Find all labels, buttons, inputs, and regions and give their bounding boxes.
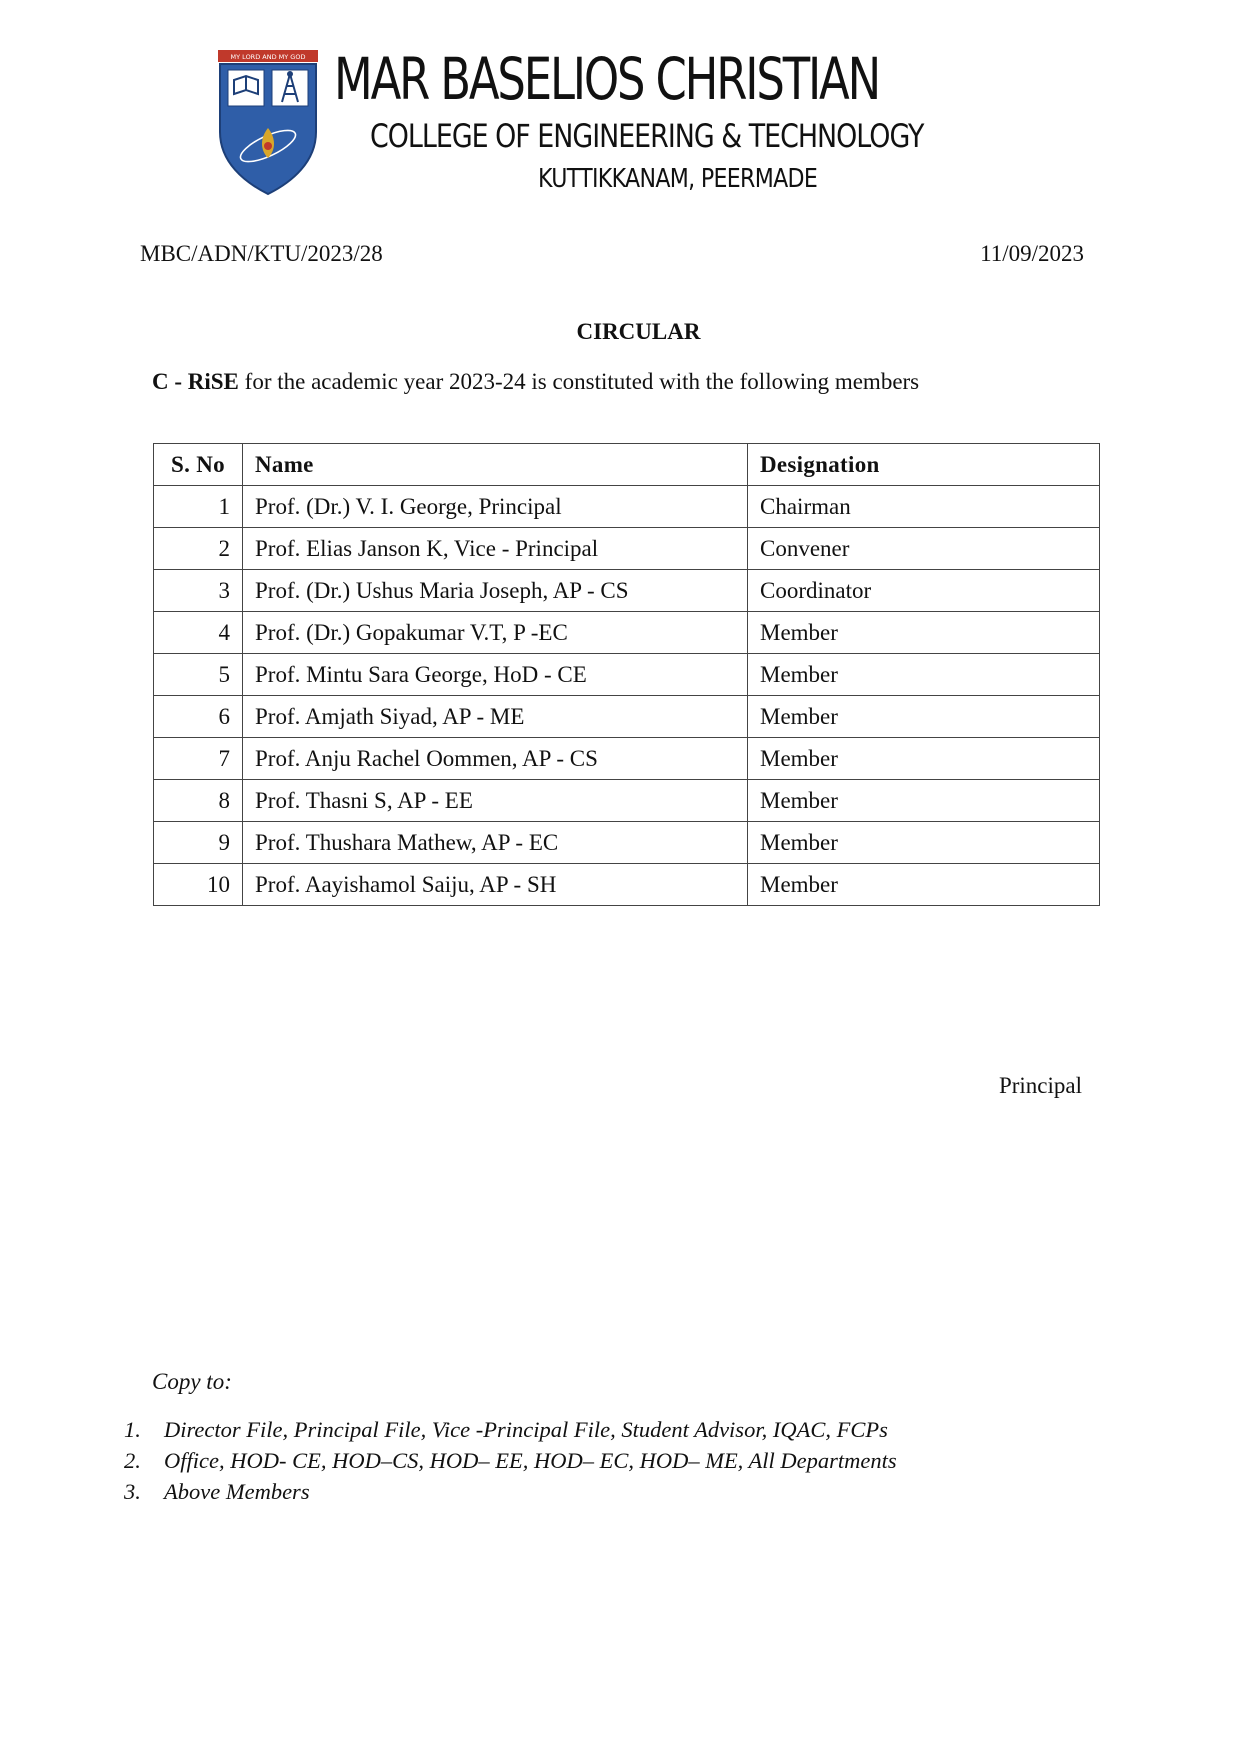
college-name: MAR BASELIOS CHRISTIAN (334, 45, 880, 113)
table-row (154, 528, 1100, 570)
table-row (154, 864, 1100, 906)
cell-designation: Convener (748, 528, 1100, 570)
table-row (154, 486, 1100, 528)
cell-name: Prof. (Dr.) V. I. George, Principal (243, 486, 748, 528)
cell-designation: Member (748, 864, 1100, 906)
cell-sno: 8 (154, 780, 243, 822)
list-item-number: 2. (124, 1448, 141, 1473)
circular-date: 11/09/2023 (980, 241, 1084, 266)
cell-designation: Chairman (748, 486, 1100, 528)
reference-number: MBC/ADN/KTU/2023/28 (140, 241, 383, 266)
cell-name: Prof. Amjath Siyad, AP - ME (243, 696, 748, 738)
page-title: CIRCULAR (576, 319, 701, 344)
intro-text (152, 368, 919, 396)
crest-motto: MY LORD AND MY GOD (230, 53, 306, 61)
list-item (124, 1476, 897, 1507)
cell-designation: Member (748, 822, 1100, 864)
table-row (154, 822, 1100, 864)
cell-designation: Member (748, 696, 1100, 738)
copy-to-label: Copy to: (152, 1369, 232, 1394)
table-row (154, 696, 1100, 738)
signatory: Principal (998, 1073, 1082, 1098)
cell-designation: Member (748, 738, 1100, 780)
list-item-text: Director File, Principal File, Vice -Principal File, Student Advisor, IQAC, FCPs (164, 1417, 888, 1442)
cell-name: Prof. (Dr.) Ushus Maria Joseph, AP - CS (243, 570, 748, 612)
cell-name: Prof. Thushara Mathew, AP - EC (243, 822, 748, 864)
list-item (124, 1414, 897, 1445)
cell-sno: 10 (154, 864, 243, 906)
cell-designation: Coordinator (748, 570, 1100, 612)
column-header-designation: Designation (748, 444, 1100, 486)
cell-sno: 5 (154, 654, 243, 696)
college-crest-logo (206, 50, 330, 198)
cell-name: Prof. Thasni S, AP - EE (243, 780, 748, 822)
members-table (153, 443, 1100, 906)
table-header-row (154, 444, 1100, 486)
table-row (154, 738, 1100, 780)
intro-rest: for the academic year 2023-24 is constituted with the following members (238, 369, 920, 394)
list-item-text: Office, HOD- CE, HOD–CS, HOD– EE, HOD– EC, HOD– ME, All Departments (164, 1448, 897, 1473)
column-header-name: Name (243, 444, 748, 486)
copy-to-list (124, 1414, 897, 1507)
table-row (154, 570, 1100, 612)
cell-sno: 2 (154, 528, 243, 570)
cell-name: Prof. Elias Janson K, Vice - Principal (243, 528, 748, 570)
college-location: KUTTIKKANAM, PEERMADE (538, 164, 818, 194)
list-item-text: Above Members (164, 1479, 310, 1504)
cell-sno: 3 (154, 570, 243, 612)
cell-sno: 6 (154, 696, 243, 738)
table-row (154, 780, 1100, 822)
cell-sno: 7 (154, 738, 243, 780)
list-item (124, 1445, 897, 1476)
table-row (154, 612, 1100, 654)
letterhead (0, 0, 1244, 220)
cell-sno: 1 (154, 486, 243, 528)
cell-sno: 9 (154, 822, 243, 864)
cell-name: Prof. Aayishamol Saiju, AP - SH (243, 864, 748, 906)
cell-name: Prof. (Dr.) Gopakumar V.T, P -EC (243, 612, 748, 654)
cell-designation: Member (748, 654, 1100, 696)
cell-name: Prof. Mintu Sara George, HoD - CE (243, 654, 748, 696)
table-row (154, 654, 1100, 696)
cell-sno: 4 (154, 612, 243, 654)
cell-name: Prof. Anju Rachel Oommen, AP - CS (243, 738, 748, 780)
list-item-number: 1. (124, 1417, 141, 1442)
list-item-number: 3. (124, 1479, 141, 1504)
committee-name: C - RiSE (152, 369, 239, 394)
column-header-sno: S. No (154, 444, 243, 486)
cell-designation: Member (748, 612, 1100, 654)
college-subtitle: COLLEGE OF ENGINEERING & TECHNOLOGY (370, 117, 924, 155)
cell-designation: Member (748, 780, 1100, 822)
